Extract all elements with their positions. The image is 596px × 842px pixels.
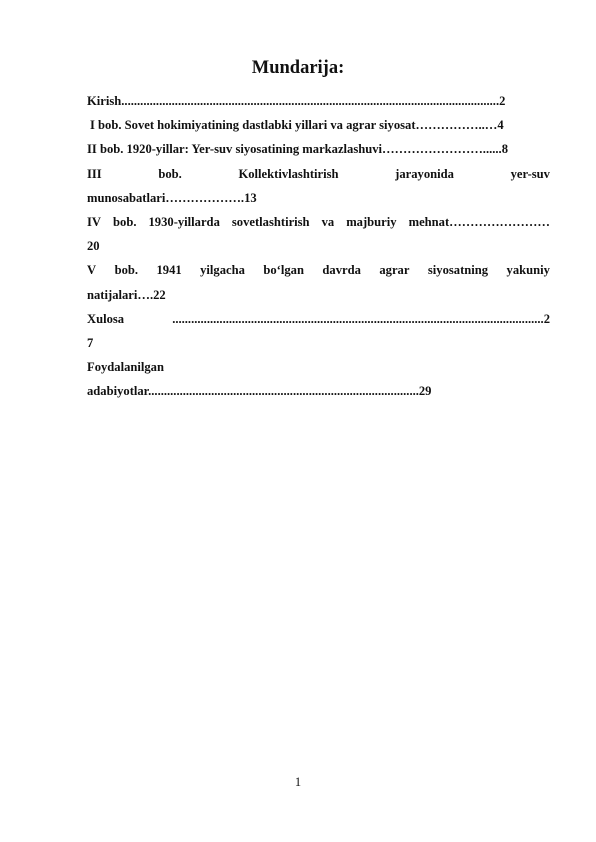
toc-word: mehnat…………………… bbox=[408, 215, 550, 230]
toc-word: IV bbox=[87, 215, 101, 230]
toc-word: bob. bbox=[113, 215, 137, 230]
toc-entry-chapter-4 bbox=[87, 210, 550, 234]
toc-entry-references: Foydalanilgan bbox=[87, 360, 164, 375]
toc-entry-references-continuation: adabiyotlar......................................................................................29 bbox=[87, 384, 432, 399]
toc-entry-conclusion bbox=[87, 307, 550, 331]
toc-word: V bbox=[87, 263, 97, 278]
toc-word: majburiy bbox=[346, 215, 397, 230]
toc-word: III bbox=[87, 166, 102, 181]
toc-entry-chapter-3-continuation: munosabatlari……………….13 bbox=[87, 190, 257, 205]
toc-word: 1930-yillarda bbox=[148, 215, 220, 230]
toc-word: yakuniy bbox=[506, 263, 550, 278]
toc-word: siyosatning bbox=[427, 263, 489, 278]
table-of-contents bbox=[87, 89, 550, 404]
toc-word: 1941 bbox=[156, 263, 182, 278]
toc-word: sovetlashtirish bbox=[231, 215, 310, 230]
toc-entry-chapter-1: I bob. Sovet hokimiyatining dastlabki yillari va agrar siyosat……………..…4 bbox=[90, 118, 504, 133]
toc-entry-chapter-2: II bob. 1920-yillar: Yer-suv siyosatining markazlashuvi……………………......8 bbox=[87, 142, 508, 157]
toc-entry-conclusion-continuation: 7 bbox=[87, 336, 94, 351]
toc-word: davrda bbox=[322, 263, 361, 278]
toc-word: yer-suv bbox=[510, 166, 550, 181]
page-number: 1 bbox=[294, 775, 302, 789]
toc-word: ......................................................................................................................2 bbox=[172, 311, 550, 326]
toc-word: bob. bbox=[114, 263, 139, 278]
toc-word: Kollektivlashtirish bbox=[238, 166, 339, 181]
toc-entry-chapter-5 bbox=[87, 258, 550, 282]
toc-word: yilgacha bbox=[200, 263, 245, 278]
toc-entry-chapter-3 bbox=[87, 162, 550, 186]
toc-word: jarayonida bbox=[395, 166, 454, 181]
toc-word: Xulosa bbox=[87, 311, 125, 326]
page-title: Mundarija: bbox=[251, 58, 345, 78]
toc-word: bo‘lgan bbox=[263, 263, 304, 278]
toc-word: va bbox=[321, 215, 335, 230]
toc-word: bob. bbox=[158, 166, 182, 181]
toc-entry-introduction: Kirish........................................................................................................................2 bbox=[87, 94, 506, 108]
toc-word: agrar bbox=[379, 263, 410, 278]
toc-entry-chapter-5-continuation: natijalari….22 bbox=[87, 287, 166, 302]
toc-entry-chapter-4-continuation: 20 bbox=[87, 239, 100, 254]
